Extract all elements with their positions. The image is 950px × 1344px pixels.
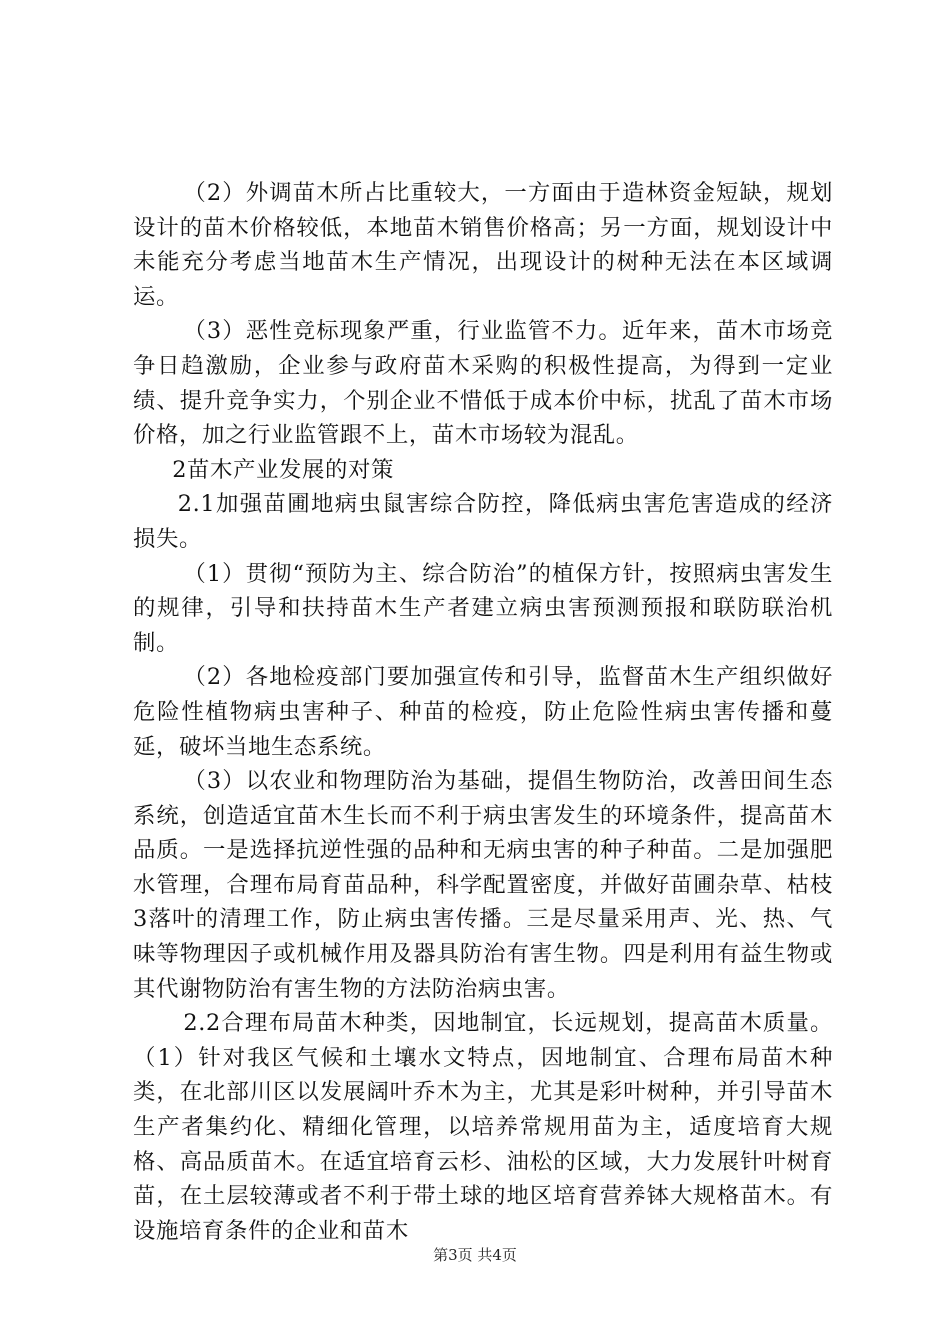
- subsection-heading-2-1: 2.1加强苗圃地病虫鼠害综合防控，降低病虫害危害造成的经济损失。: [133, 491, 833, 552]
- paragraph-quarantine: （2）各地检疫部门要加强宣传和引导，监督苗木生产组织做好危险性植物病虫害种子、种苗的检疫，防止危险性病虫害传播和蔓延，破坏当地生态系统。: [133, 664, 833, 760]
- paragraph-outsourced-seedlings: （2）外调苗木所占比重较大，一方面由于造林资金短缺，规划设计的苗木价格较低，本地苗木销售价格高；另一方面，规划设计中未能充分考虑当地苗木生产情况，出现设计的树种无法在本区域调运。: [133, 180, 833, 310]
- document-body: [133, 176, 833, 1248]
- paragraph-prevention-policy: （1）贯彻“预防为主、综合防治”的植保方针，按照病虫害发生的规律，引导和扶持苗木生产者建立病虫害预测预报和联防联治机制。: [133, 560, 833, 656]
- page-number-footer: 第3页 共4页: [433, 1246, 517, 1264]
- paragraph-bidding-competition: （3）恶性竞标现象严重，行业监管不力。近年来，苗木市场竞争日趋激励，企业参与政府苗木采购的积极性提高，为得到一定业绩、提升竞争实力，个别企业不惜低于成本价中标，扰乱了苗木市场价格，加之行业监管跟不上，苗木市场较为混乱。: [133, 318, 833, 449]
- section-heading: 2苗木产业发展的对策: [172, 456, 394, 483]
- paragraph-layout-planning: 2.2合理布局苗木种类，因地制宜，长远规划，提高苗木质量。（1）针对我区气候和土壤水文特点，因地制宜、合理布局苗木种类，在北部川区以发展阔叶乔木为主，尤其是彩叶树种，并引导苗木生产者集约化、精细化管理，以培养常规用苗为主，适度培育大规格、高品质苗木。在适宜培育云杉、油松的区域，大力发展针叶树育苗，在土层较薄或者不利于带土球的地区培育营养钵大规格苗木。有设施培育条件的企业和苗木: [133, 1010, 833, 1244]
- paragraph-biological-control: （3）以农业和物理防治为基础，提倡生物防治，改善田间生态系统，创造适宜苗木生长而不利于病虫害发生的环境条件，提高苗木品质。一是选择抗逆性强的品种和无病虫害的种子种苗。二是加强肥水管理，合理布局育苗品种，科学配置密度，并做好苗圃杂草、枯枝3落叶的清理工作，防止病虫害传播。三是尽量采用声、光、热、气味等物理因子或机械作用及器具防治有害生物。四是利用有益生物或其代谢物防治有害生物的方法防治病虫害。: [133, 768, 833, 1002]
